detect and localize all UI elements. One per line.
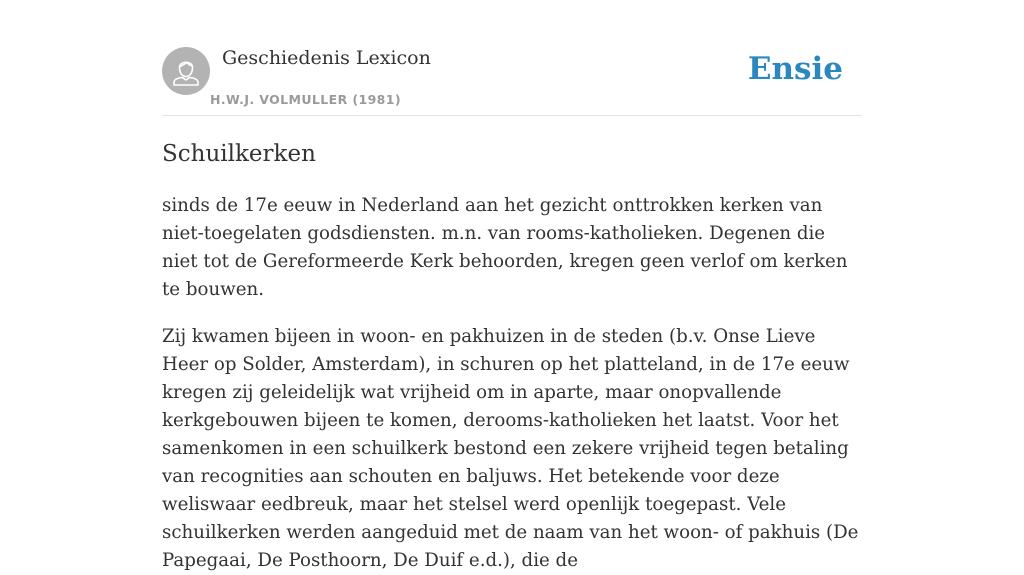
header (162, 0, 862, 116)
avatar[interactable] (162, 47, 210, 95)
entry-content (162, 138, 862, 575)
user-icon (162, 47, 210, 95)
author-byline: H.W.J. VOLMULLER (1981) (210, 92, 401, 107)
brand-logo[interactable]: Ensie (747, 51, 843, 87)
entry-paragraph: sinds de 17e eeuw in Nederland aan het gezicht onttrokken kerken van niet-toegelaten godsdiensten. m.n. van rooms-katholieken. Degenen die niet tot de Gereformeerde Kerk behoorden, kregen geen verlof om kerken te bouwen. (162, 195, 848, 300)
entry-paragraph: Zij kwamen bijeen in woon- en pakhuizen in de steden (b.v. Onse Lieve Heer op Solder, Amsterdam), in schuren op het platteland, in de 17e eeuw kregen zij geleidelijk wat vrijheid om in aparte, maar onopvallende kerkgebouwen bijeen te komen, derooms-katholieken het laatst. Voor het samenkomen in een schuilkerk bestond een zekere vrijheid tegen betaling van recognities aan schouten en baljuws. Het betekende voor deze weliswaar eedbreuk, maar het stelsel werd openlijk toegepast. Vele schuilkerken werden aangeduid met de naam van het woon- of pakhuis (De Papegaai, De Posthoorn, De Duif e.d.), die de (162, 326, 859, 571)
lexicon-title[interactable]: Geschiedenis Lexicon (222, 47, 431, 69)
entry-title: Schuilkerken (162, 141, 316, 167)
